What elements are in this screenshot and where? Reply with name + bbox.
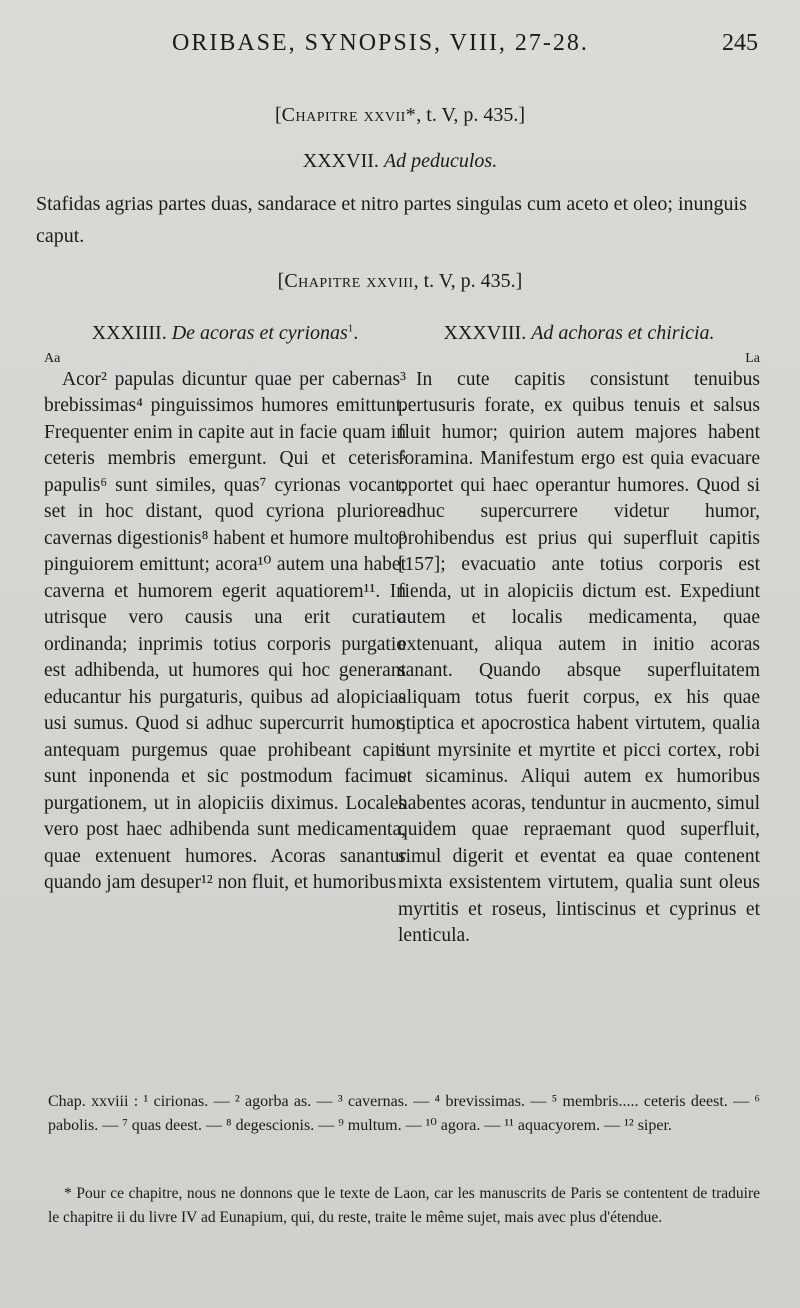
chapter-27-reference-open: [ xyxy=(274,104,282,126)
right-column-heading xyxy=(398,320,760,347)
left-title-note-mark: 1 xyxy=(347,322,354,335)
right-column xyxy=(398,320,760,950)
chapter-28-reference-label: Chapitre xxviii xyxy=(284,270,414,292)
left-section-number: XXXIIII. xyxy=(91,322,167,344)
chapter-28-reference xyxy=(0,270,800,293)
left-column xyxy=(44,320,406,897)
chapter-27-text: Stafidas agrias partes duas, sandarace et nitro partes singulas cum aceto et oleo; inunguis caput. xyxy=(36,193,747,247)
chapter-27-reference-rest: , t. V, p. 435.] xyxy=(416,104,525,126)
right-column-text: In cute capitis consistunt tenuibus pertusuris forate, ex quibus tenuis et salsus fluit humor; quirion autem majores habent foramina. Manifestum ergo est quia evacuare oportet qui haec operantur humores. Quod si adhuc supercurrere videtur humor, prohibendus est prius qui superfluit capitis [157]; evacuatio ante totius corporis est fienda, ut in alopiciis dictum est. Expediunt autem et localis medicamenta, quae extenuant, aliqua autem in initio acoras sanant. Quando absque superfluitatem aliquam totus fuerit corpus, ex his quae stiptica et apocrostica habent virtutem, qualia sunt myrsinite et myrtite et picci cortex, robi et sicaminus. Aliqui autem ex humoribus habentes acoras, tenduntur in aucmento, simul quidem quae repraemant quod superfluit, simul digerit et eventat ea quae contenent mixta exsistentem virtutem, qualia sunt oleus myrtitis et roseus, lintiscinus et cyprinus et lenticula. xyxy=(398,368,760,946)
chapter-27-reference xyxy=(0,104,800,127)
left-column-heading: XXXIIII. De acoras et cyrionas$^1$. xyxy=(91,322,359,344)
page-number: 245 xyxy=(722,30,758,56)
right-section-title: Ad achoras et chiricia. xyxy=(531,322,715,344)
chapter-28-reference-open: [ xyxy=(277,270,285,292)
left-column-text: Acor² papulas dicuntur quae per cabernas³ brebissimas⁴ pinguissimos humores emittunt. Frequenter enim in capite aut in facie quam in ceteris membris emergunt. Qui et ceteris⁵ papulis⁶ sunt similes, quas⁷ cyrionas vocant; set in hoc distant, quod cyriona pluriores cavernas digestionis⁸ habent et humore multo⁹ pinguiorem emittunt; acora¹⁰ autem una habet caverna et humorem egerit aquatiorem¹¹. In utrisque vero causis una erit curatio ordinanda; inprimis totius corporis purgatio est adhibenda, ut humores qui hoc generant educantur his purgaturis, quibus ad alopicias usi sumus. Quod si adhuc supercurrit humor, antequam purgemus quae prohibeant capiti sunt inponenda et sic postmodum facimus purgationem, ut in alopiciis diximus. Locales vero post haec adhibenda sunt medicamenta, quae extenuent humores. Acoras sanantur quando jam desuper¹² non fluit, et humoribus xyxy=(44,368,406,893)
left-section-title: De acoras et cyrionas xyxy=(171,322,348,344)
left-manuscript-siglum: Aa xyxy=(44,350,61,366)
star-footnote: * Pour ce chapitre, nous ne donnons que le texte de Laon, car les manuscrits de Paris se contentent de traduire le chapitre ii du livre IV ad Eunapium, qui, du reste, traite le même sujet, mais avec plus d'étendue. xyxy=(48,1185,760,1226)
running-title: ORIBASE, SYNOPSIS, VIII, 27-28. xyxy=(172,30,589,56)
critical-apparatus: Chap. xxviii : ¹ cirionas. — ² agorba as. — ³ cavernas. — ⁴ brevissimas. — ⁵ membris..... ceteris deest. — ⁶ pabolis. — ⁷ quas deest. — ⁸ degescionis. — ⁹ multum. — ¹⁰ agora. — ¹¹ aquacyorem. — ¹² siper. xyxy=(48,1093,760,1134)
chapter-27-section-title: Ad peduculos. xyxy=(383,150,498,172)
chapter-28-reference-rest: , t. V, p. 435.] xyxy=(413,270,523,292)
running-head xyxy=(0,30,800,64)
right-section-number: XXXVIII. xyxy=(443,322,527,344)
chapter-27-reference-label: Chapitre xxvii* xyxy=(281,104,417,126)
chapter-27-section-number: XXXVII. xyxy=(302,150,379,172)
right-manuscript-siglum: La xyxy=(745,350,760,366)
chapter-27-section-heading xyxy=(0,150,800,173)
